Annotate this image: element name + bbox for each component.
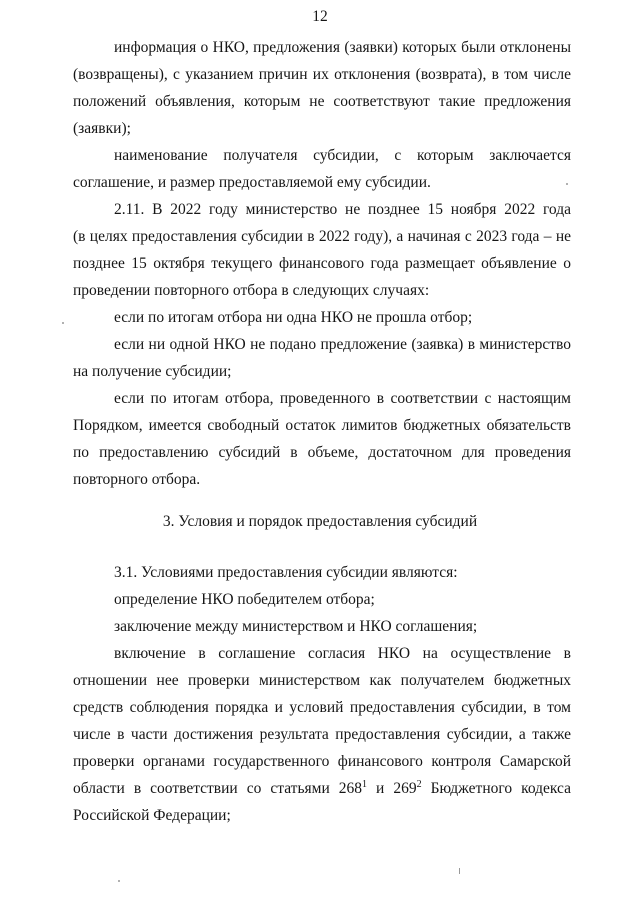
text-line: если по итогам отбора, проведенного в соответствии с настоящим [114, 390, 571, 407]
text-line: отношении нее проверки министерством как получателем бюджетных [73, 672, 571, 689]
text-line: если по итогам отбора ни одна НКО не прошла отбор; [114, 309, 473, 326]
text-line: наименование получателя субсидии, с которым заключается [114, 147, 571, 164]
text-fragment: области в соответствии со статьями 268 [73, 780, 363, 797]
text-line: 3.1. Условиями предоставления субсидии являются: [114, 564, 458, 581]
text-line: средств соблюдения порядка и условий предоставления субсидии, в том [73, 699, 571, 716]
superscript: 1 [362, 778, 368, 790]
text-line: повторного отбора. [73, 471, 201, 488]
text-line: проверки органами государственного финансового контроля Самарской [73, 753, 571, 770]
text-line: (возвращены), с указанием причин их отклонения (возврата), в том числе [73, 66, 571, 83]
text-fragment: и 269 [367, 780, 417, 797]
text-line-with-superscripts [73, 779, 571, 799]
text-line: 2.11. В 2022 году министерство не позднее 15 ноября 2022 года [114, 201, 571, 218]
text-line: соглашение, и размер предоставляемой ему субсидии. [73, 174, 431, 191]
page-number: 12 [312, 8, 328, 25]
superscript: 2 [416, 778, 422, 790]
text-line: определение НКО победителем отбора; [114, 591, 375, 608]
text-line: позднее 15 октября текущего финансового года размещает объявление о [73, 255, 571, 272]
text-line: (заявки); [73, 120, 131, 137]
section-heading: 3. Условия и порядок предоставления субсидий [162, 513, 478, 530]
scan-speck [118, 880, 120, 882]
scan-speck [62, 322, 64, 324]
text-line: положений объявления, которым не соответствуют такие предложения [73, 93, 571, 110]
scan-speck [459, 868, 460, 874]
text-line: если ни одной НКО не подано предложение (заявка) в министерство [114, 336, 571, 353]
text-line: (в целях предоставления субсидии в 2022 году), а начиная с 2023 года – не [73, 228, 571, 245]
text-line: Российской Федерации; [73, 807, 231, 824]
text-line: на получение субсидии; [73, 363, 232, 380]
text-line: информация о НКО, предложения (заявки) которых были отклонены [114, 39, 571, 56]
text-line: Порядком, имеется свободный остаток лимитов бюджетных обязательств [73, 417, 571, 434]
text-line: числе в части достижения результата предоставления субсидии, а также [73, 726, 571, 743]
text-line: заключение между министерством и НКО соглашения; [114, 618, 478, 635]
text-fragment: Бюджетного кодекса [421, 780, 571, 797]
text-line: включение в соглашение согласия НКО на осуществление в [114, 645, 571, 662]
scan-speck [566, 183, 568, 185]
text-line: проведении повторного отбора в следующих случаях: [73, 282, 430, 299]
text-line: по предоставлению субсидий в объеме, достаточном для проведения [73, 444, 571, 461]
